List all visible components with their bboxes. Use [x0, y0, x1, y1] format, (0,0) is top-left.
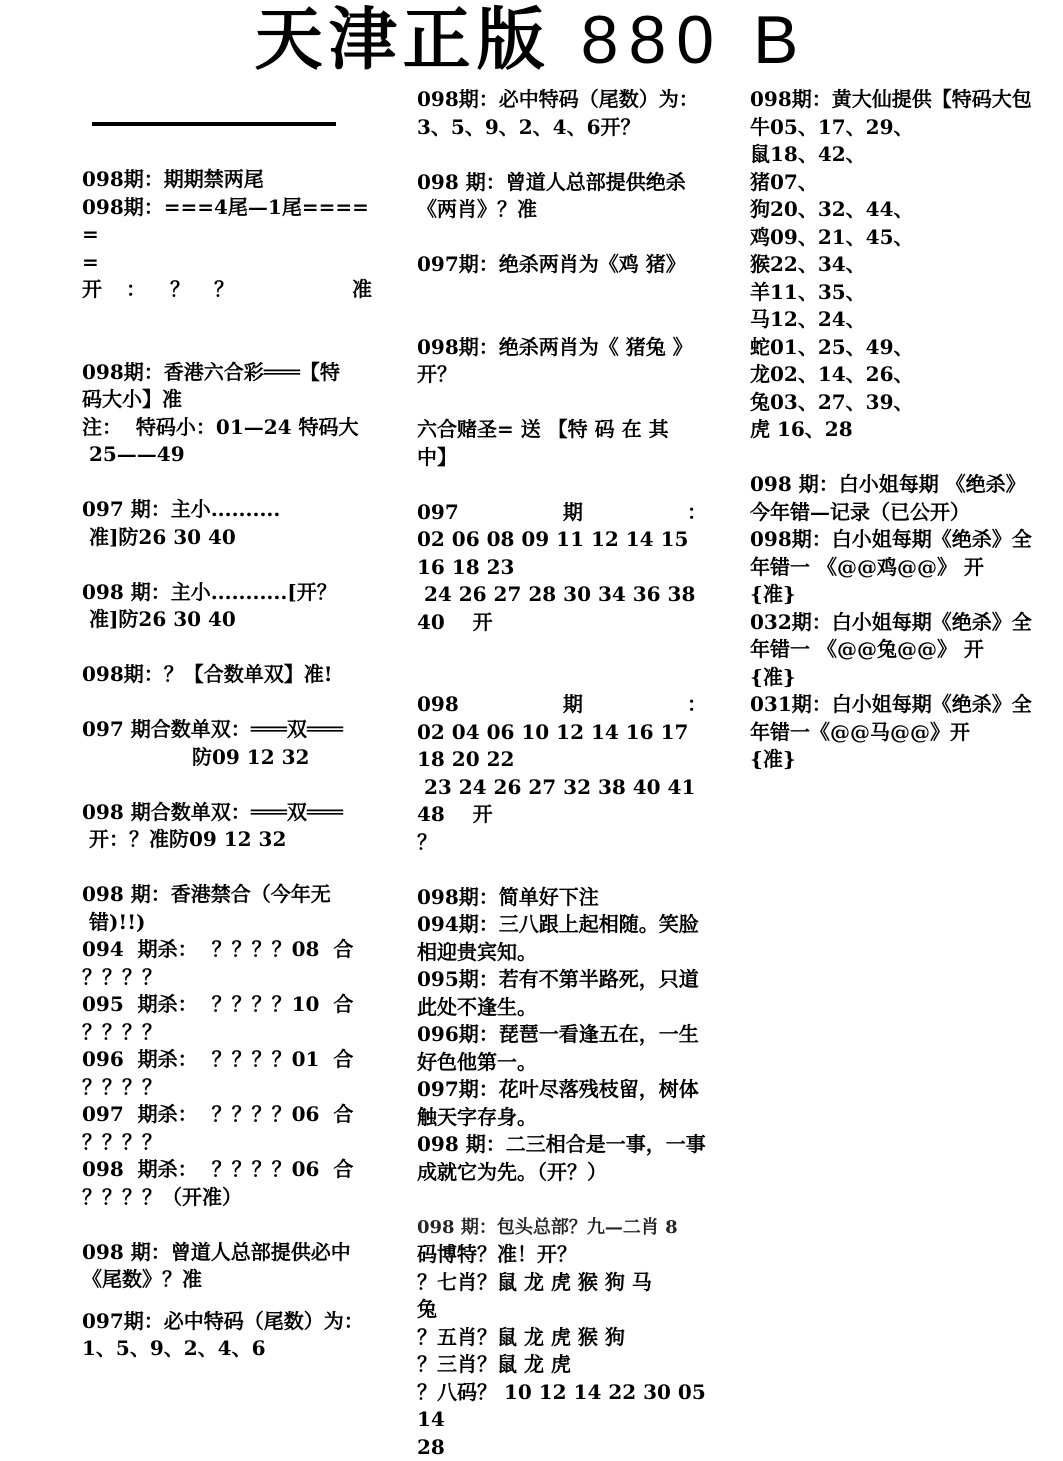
- text-line: 码大小】准: [82, 386, 372, 414]
- text-line: 牛05、17、29、: [750, 114, 1045, 142]
- text-line: 开：？准防09 12 32: [82, 826, 372, 854]
- text-line: 097 期杀： ？？？？06 合: [82, 1101, 372, 1129]
- text-line: 02 04 06 10 12 14 16 17 18 20 22: [417, 719, 707, 774]
- text-line: ？？？？: [82, 964, 372, 992]
- block-tail-097: [82, 1308, 372, 1363]
- block-zodiac-picks: [417, 1214, 707, 1461]
- text-line: ？？？？: [82, 1074, 372, 1102]
- block-odd-even: [82, 661, 372, 689]
- text-line: 098 期：曾道人总部提供绝杀: [417, 169, 707, 197]
- period-number: 098: [417, 691, 459, 719]
- period-number: 097: [417, 499, 459, 527]
- text-line: 02 06 08 09 11 12 14 15 16 18 23: [417, 526, 707, 581]
- text-line: =: [82, 249, 372, 277]
- text-line: 3、5、9、2、4、6开？: [417, 114, 707, 142]
- block-tail-ban: [82, 166, 372, 304]
- block-main-small-097: [82, 496, 372, 551]
- block-kill-098: [417, 334, 707, 389]
- text-line: ？七肖？鼠 龙 虎 猴 狗 马: [417, 1269, 707, 1297]
- text-line: 097 期：主小..........: [82, 496, 372, 524]
- block-odd-even-097: [82, 716, 372, 771]
- text-line: 六合赌圣= 送 【特 码 在 其: [417, 416, 707, 444]
- open-q1: ？: [170, 276, 190, 304]
- text-line: 《尾数》？准: [82, 1266, 372, 1294]
- text-line: 成就它为先。（开？）: [417, 1159, 707, 1187]
- text-line: 098期：===4尾—1尾=====: [82, 194, 372, 249]
- text-line: {准}: [750, 581, 1045, 609]
- text-line: 095 期杀： ？？？？10 合: [82, 991, 372, 1019]
- text-line: 25——49: [82, 441, 372, 469]
- text-line: 相迎贵宾知。: [417, 939, 707, 967]
- text-line: 年错一 《@@兔@@》 开: [750, 636, 1045, 664]
- text-line: 兔03、27、39、: [750, 389, 1045, 417]
- text-line: ？？？？: [82, 1129, 372, 1157]
- text-line: 防09 12 32: [82, 744, 372, 772]
- text-line: 095期：若有不第半路死，只道: [417, 966, 707, 994]
- text-line: ？五肖？鼠 龙 虎 猴 狗: [417, 1324, 707, 1352]
- text-line: 猴22、34、: [750, 251, 1045, 279]
- text-line: 今年错—记录（已公开）: [750, 499, 1045, 527]
- text-line: {准}: [750, 746, 1045, 774]
- text-line: 1、5、9、2、4、6: [82, 1335, 372, 1363]
- open-q2: ？: [214, 276, 234, 304]
- text-line: 098期：黄大仙提供【特码大包: [750, 86, 1045, 114]
- text-line: 马12、24、: [750, 306, 1045, 334]
- text-line: 好色他第一。: [417, 1049, 707, 1077]
- period-label: 期: [563, 691, 583, 719]
- block-main-small-098: [82, 579, 372, 634]
- text-line: 虎 16、28: [750, 416, 1045, 444]
- text-line: 098 期：二三相合是一事，一事: [417, 1131, 707, 1159]
- issue-code: 880 B: [581, 2, 809, 78]
- text-line: 28: [417, 1434, 707, 1461]
- text-line: 注： 特码小：01—24 特码大: [82, 414, 372, 442]
- text-line: 《两肖》？准: [417, 196, 707, 224]
- text-line: 097期：必中特码（尾数）为：: [82, 1308, 372, 1336]
- text-line: 鸡09、21、45、: [750, 224, 1045, 252]
- text-line: 098 期：曾道人总部提供必中: [82, 1239, 372, 1267]
- text-line: 码博特？准！开？: [417, 1241, 707, 1269]
- text-line: 097期：花叶尽落残枝留，树体: [417, 1076, 707, 1104]
- text-line: 031期：白小姐每期《绝杀》全: [750, 691, 1045, 719]
- text-line: 龙02、14、26、: [750, 361, 1045, 389]
- text-line: 098 期杀： ？？？？06 合: [82, 1156, 372, 1184]
- text-line: 098期：必中特码（尾数）为：: [417, 86, 707, 114]
- text-line: ？？？？: [82, 1019, 372, 1047]
- text-line: 23 24 26 27 32 38 40 41 48 开: [417, 774, 707, 829]
- block-odd-even-098: [82, 799, 372, 854]
- text-line: 此处不逢生。: [417, 994, 707, 1022]
- text-line: 097 期合数单双：═══双═══: [82, 716, 372, 744]
- text-line: 096 期杀： ？？？？01 合: [82, 1046, 372, 1074]
- block-big-small: [82, 359, 372, 469]
- text-line: 准]防26 30 40: [82, 524, 372, 552]
- period-header: [417, 691, 707, 719]
- text-line: 蛇01、25、49、: [750, 334, 1045, 362]
- text-line: 24 26 27 28 30 34 36 38 40 开: [417, 581, 707, 636]
- text-line: 098 期：包头总部？九—二肖 8: [417, 1214, 707, 1242]
- column-left: [82, 86, 372, 1363]
- text-line: 098期：期期禁两尾: [82, 166, 372, 194]
- page-title: [0, 4, 1063, 76]
- open-accurate: 准: [352, 276, 372, 304]
- text-line: {准}: [750, 664, 1045, 692]
- block-tail-098: [417, 86, 707, 141]
- text-line: 鼠18、42、: [750, 141, 1045, 169]
- text-line: 猪07、: [750, 169, 1045, 197]
- text-line: 年错一《@@马@@》开: [750, 719, 1045, 747]
- block-tail-prediction: [82, 1239, 372, 1294]
- double-rule-divider: [92, 122, 336, 126]
- text-line: 098 期：主小...........[开？: [82, 579, 372, 607]
- text-line: 094 期杀： ？？？？08 合: [82, 936, 372, 964]
- text-line: 094期：三八跟上起相随。笑脸: [417, 911, 707, 939]
- text-line: 032期：白小姐每期《绝杀》全: [750, 609, 1045, 637]
- text-line: 096期：琵琶一看逢五在，一生: [417, 1021, 707, 1049]
- block-zodiac-package: [750, 86, 1045, 444]
- text-line: 098 期：白小姐每期 《绝杀》: [750, 471, 1045, 499]
- text-line: 触天字存身。: [417, 1104, 707, 1132]
- open-colon: ：: [126, 276, 146, 304]
- period-header: [417, 499, 707, 527]
- title-text: 天津正版: [255, 0, 551, 80]
- block-numbers-098: [417, 691, 707, 856]
- text-line: 098 期合数单双：═══双═══: [82, 799, 372, 827]
- period-colon: ：: [687, 691, 707, 719]
- text-line: 097期：绝杀两肖为《鸡 猪》: [417, 251, 707, 279]
- text-line: 狗20、32、44、: [750, 196, 1045, 224]
- open-label: 开: [82, 276, 102, 304]
- text-line: ？: [417, 829, 707, 857]
- block-kill-097: [417, 251, 707, 279]
- open-row: [82, 276, 372, 304]
- text-line: 羊11、35、: [750, 279, 1045, 307]
- column-middle: [417, 86, 707, 1461]
- period-colon: ：: [687, 499, 707, 527]
- text-line: 准]防26 30 40: [82, 606, 372, 634]
- text-line: 098期：简单好下注: [417, 884, 707, 912]
- block-numbers-097: [417, 499, 707, 637]
- period-label: 期: [563, 499, 583, 527]
- text-line: ？三肖？鼠 龙 虎: [417, 1351, 707, 1379]
- text-line: 中】: [417, 444, 707, 472]
- text-line: ？？？？（开准）: [82, 1184, 372, 1212]
- block-verses: [417, 884, 707, 1187]
- block-white-lady: [750, 471, 1045, 774]
- text-line: 098 期：香港禁合（今年无: [82, 881, 372, 909]
- block-hk-ban: [82, 881, 372, 1211]
- block-two-zodiac: [417, 169, 707, 224]
- text-line: 开？: [417, 361, 707, 389]
- text-line: 错)!!): [82, 909, 372, 937]
- text-line: 098期：绝杀两肖为《 猪兔 》: [417, 334, 707, 362]
- text-line: 兔: [417, 1296, 707, 1324]
- block-gambler: [417, 416, 707, 471]
- text-line: 098期：？【合数单双】准!: [82, 661, 372, 689]
- column-right: [750, 86, 1045, 774]
- text-line: 098期：白小姐每期《绝杀》全: [750, 526, 1045, 554]
- text-line: ？八码？ 10 12 14 22 30 05 14: [417, 1379, 707, 1434]
- text-line: 098期：香港六合彩═══【特: [82, 359, 372, 387]
- text-line: 年错一 《@@鸡@@》 开: [750, 554, 1045, 582]
